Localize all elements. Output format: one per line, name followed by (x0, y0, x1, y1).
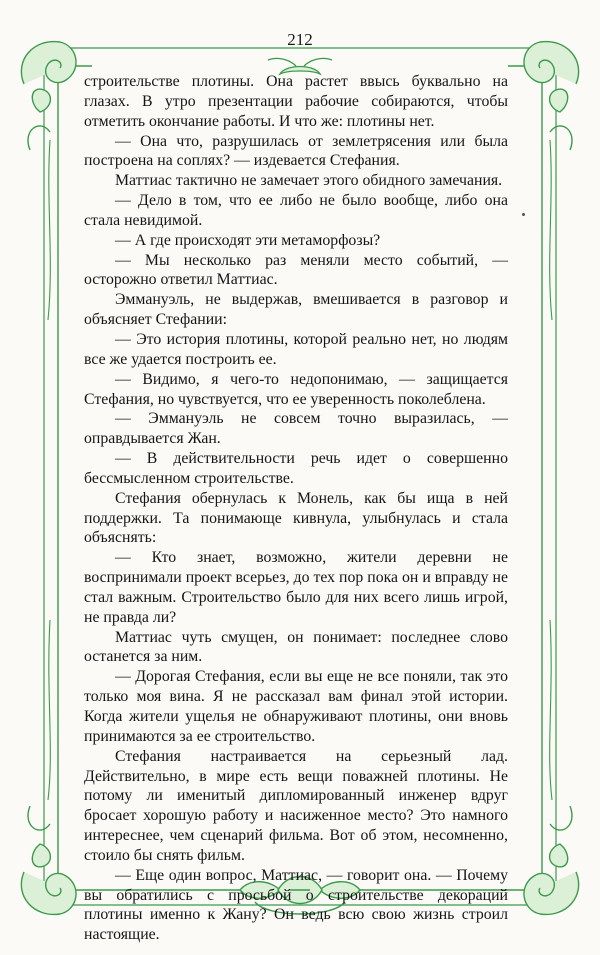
paragraph: — Видимо, я чего-то недопонимаю, — защищается Стефания, но чувствуется, что ее уверенность поколеблена. (84, 370, 508, 408)
paragraph: строительстве плотины. Она растет ввысь буквально на глазах. В утро презентации рабочие собираются, чтобы отметить окончание работы. И что же: плотины нет. (84, 73, 508, 130)
paragraph: Эммануэль, не выдержав, вмешивается в разговор и объясняет Стефании: (84, 291, 508, 329)
paragraph: — Мы несколько раз меняли место событий, — осторожно ответил Маттиас. (84, 251, 508, 289)
paragraph: — Дорогая Стефания, если вы еще не все поняли, так это только моя вина. Я не рассказал вам финал этой истории. Когда жители ущелья не обнаруживают плотины, они вновь принимаются за ее строительство. (84, 668, 508, 745)
paragraph: — Кто знает, возможно, жители деревни не воспринимали проект всерьез, до тех пор пока он и вправду не стал важным. Строительство было для них всего лишь игрой, не правда ли? (84, 549, 508, 626)
paragraph: Стефания обернулась к Монель, как бы ища в ней поддержки. Та понимающе кивнула, улыбнулась и стала объяснять: (84, 489, 508, 547)
paragraph: Маттиас тактично не замечает этого обидного замечания. (115, 172, 503, 190)
corner-ornament-top-right (524, 42, 579, 150)
paragraph: — Еще один вопрос, Маттиас, — говорит она. — Почему вы обратились с просьбой о строительстве декораций плотины именно к Жану? Он ведь всю свою жизнь строил настоящие. (84, 866, 508, 944)
body-text (84, 72, 508, 945)
paragraph: Маттиас чуть смущен, он понимает: последнее слово останется за ним. (84, 628, 508, 666)
corner-ornament-bottom-left (21, 806, 76, 914)
corner-ornament-bottom-right (524, 806, 579, 914)
page-number: 212 (287, 30, 313, 49)
corner-ornament-top-left (21, 42, 76, 150)
paragraph: — Она что, разрушилась от землетрясения или была построена на соплях? — издевается Стефания. (84, 132, 508, 170)
paragraph: Стефания настраивается на серьезный лад. Действительно, в мире есть вещи поважней плотины. Не потому ли именитый дипломированный инженер вдруг бросает хорошую работу и насиженное место? Это намного интереснее, чем сценарий фильма. Вот об этом, несомненно, стоило бы снять фильм. (84, 747, 508, 864)
print-speck (522, 213, 525, 216)
paragraph: — Дело в том, что ее либо не было вообще, либо она стала невидимой. (84, 192, 508, 229)
paragraph: — А где происходят эти метаморфозы? (115, 231, 381, 249)
paragraph: — Это история плотины, которой реально нет, но людям все же удается построить ее. (84, 330, 508, 368)
paragraph: — В действительности речь идет о совершенно бессмысленном строительстве. (84, 450, 508, 487)
paragraph: — Эммануэль не совсем точно выразилась, — оправдывается Жан. (84, 410, 508, 448)
